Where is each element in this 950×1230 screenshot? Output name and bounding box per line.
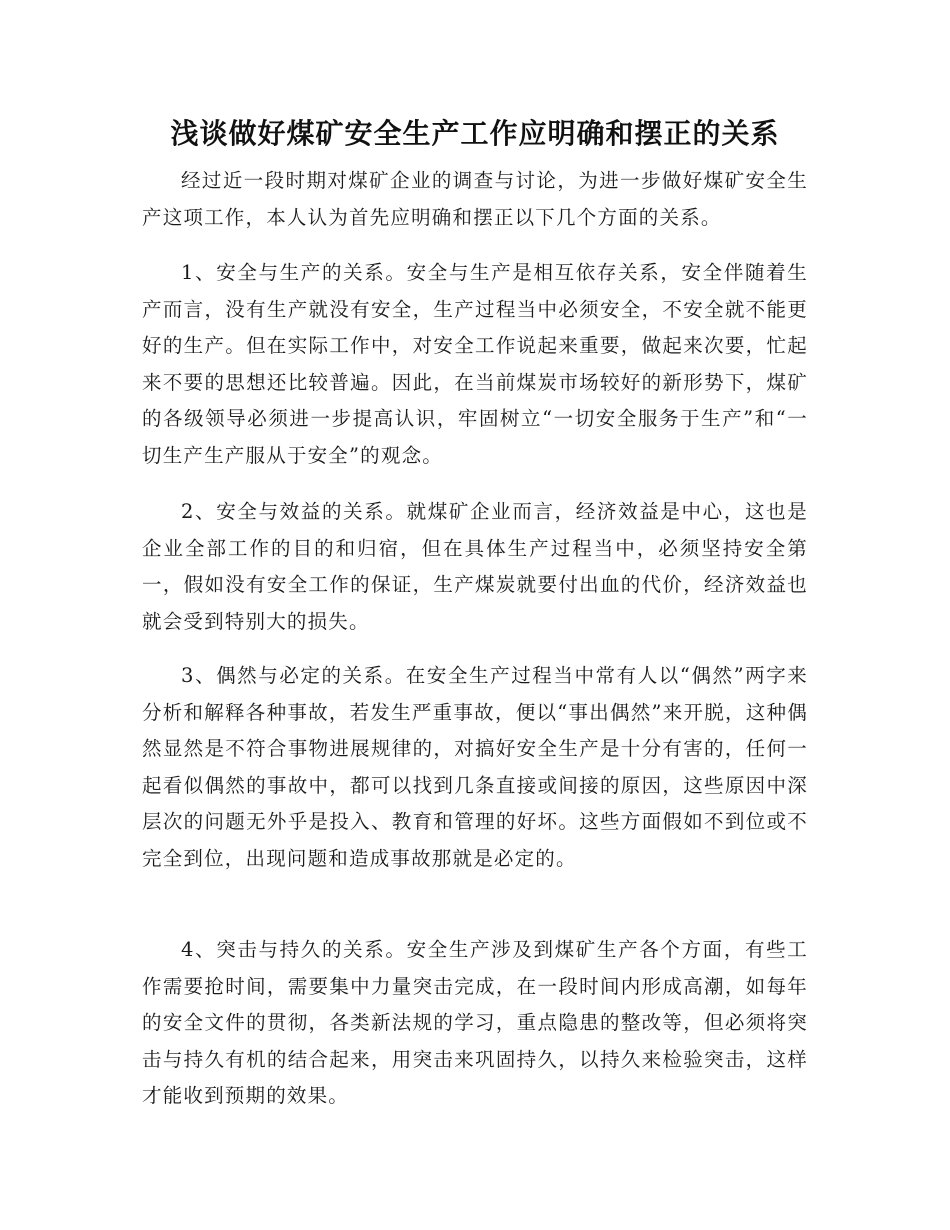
document-title: 浅谈做好煤矿安全生产工作应明确和摆正的关系 — [170, 117, 780, 150]
paragraph-safety-benefit: 2、安全与效益的关系。就煤矿企业而言，经济效益是中心，这也是企业全部工作的目的和归宿，但在具体生产过程当中，必须坚持安全第一，假如没有安全工作的保证，生产煤炭就要付出血的代价，经济效益也就会受到特别大的损失。 — [142, 500, 808, 633]
paragraph-surge-persistence: 4、突击与持久的关系。安全生产涉及到煤矿生产各个方面，有些工作需要抢时间，需要集中力量突击完成，在一段时间内形成高潮，如每年的安全文件的贯彻，各类新法规的学习，重点隐患的整改等，但必须将突击与持久有机的结合起来，用突击来巩固持久，以持久来检验突击，这样才能收到预期的效果。 — [142, 938, 808, 1108]
paragraph-chance-necessity: 3、偶然与必定的关系。在安全生产过程当中常有人以“偶然”两字来分析和解释各种事故，若发生严重事故，便以“事出偶然”来开脱，这种偶然显然是不符合事物进展规律的，对搞好安全生产是十分有害的，任何一起看似偶然的事故中，都可以找到几条直接或间接的原因，这些原因中深层次的问题无外乎是投入、教育和管理的好坏。这些方面假如不到位或不完全到位，出现问题和造成事故那就是必定的。 — [142, 664, 808, 870]
intro-paragraph: 经过近一段时期对煤矿企业的调查与讨论，为进一步做好煤矿安全生产这项工作，本人认为首先应明确和摆正以下几个方面的关系。 — [142, 169, 808, 229]
paragraph-safety-production: 1、安全与生产的关系。安全与生产是相互依存关系，安全伴随着生产而言，没有生产就没有安全，生产过程当中必须安全，不安全就不能更好的生产。但在实际工作中，对安全工作说起来重要，做起来次要，忙起来不要的思想还比较普遍。因此，在当前煤炭市场较好的新形势下，煤矿的各级领导必须进一步提高认识，牢固树立“一切安全服务于生产”和“一切生产生产服从于安全”的观念。 — [142, 261, 808, 467]
